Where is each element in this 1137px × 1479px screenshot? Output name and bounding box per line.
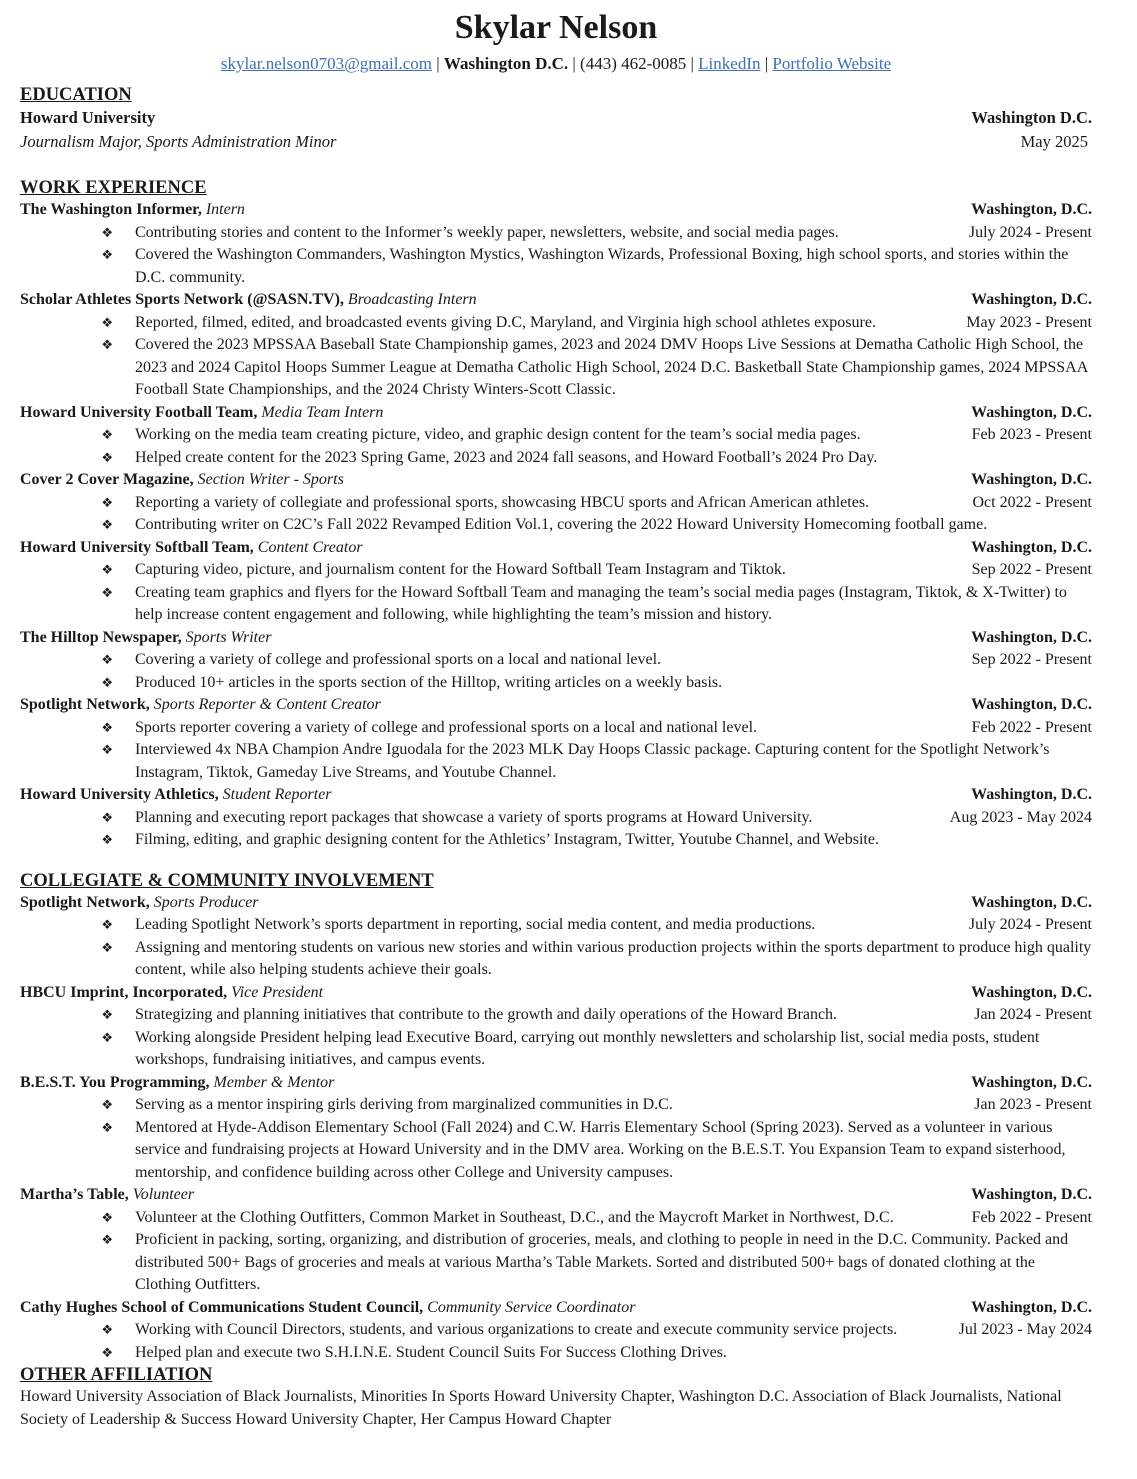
diamond-bullet-icon: ❖ — [101, 917, 113, 932]
bullet-text: Creating team graphics and flyers for the Howard Softball Team and managing the team’s social media pages (Instagram, Tiktok, & X-Twitter) to help increase content engagement and following, while highlighting the team’s mission and history. — [135, 583, 1067, 623]
experience-entry — [20, 627, 1092, 695]
bullet-item — [20, 1229, 1092, 1297]
organization-name: Spotlight Network, — [20, 696, 150, 713]
phone-number: (443) 462-0085 — [580, 54, 687, 73]
separator: | — [431, 54, 444, 73]
organization-name: The Washington Informer, — [20, 201, 202, 218]
email-link[interactable]: skylar.nelson0703@gmail.com — [220, 54, 432, 73]
entry-location: Washington, D.C. — [971, 538, 1092, 556]
entry-title — [20, 402, 383, 425]
role-title: Volunteer — [132, 1186, 195, 1203]
diamond-bullet-icon: ❖ — [101, 584, 113, 600]
entry-title — [20, 199, 245, 222]
bullet-item — [20, 312, 1092, 335]
role-title: Broadcasting Intern — [347, 291, 477, 308]
education-heading: EDUCATION — [20, 85, 132, 105]
entry-header — [20, 784, 1092, 807]
entry-title — [20, 1184, 194, 1207]
bullet-text: Contributing writer on C2C’s Fall 2022 Revamped Edition Vol.1, covering the 2022 Howard University Homecoming football game. — [135, 516, 988, 533]
bullet-text: Planning and executing report packages that showcase a variety of sports programs at Howard University. — [135, 808, 813, 826]
bullet-item — [20, 914, 1092, 937]
entry-location: Washington, D.C. — [971, 403, 1092, 421]
organization-name: Scholar Athletes Sports Network (@SASN.TV), — [20, 291, 344, 308]
bullet-item — [20, 672, 1092, 695]
date-range: May 2023 - Present — [966, 313, 1092, 331]
entry-location: Washington, D.C. — [971, 1073, 1092, 1091]
bullet-text: Mentored at Hyde-Addison Elementary School (Fall 2024) and C.W. Harris Elementary School (Spring 2023). Served as a volunteer in various service and fundraising projects at Howard University and in the DMV area. Working on the B.E.S.T. You Expansion Team to expand sisterhood, mentorship, and confidence building across other College and University campuses. — [135, 1118, 1066, 1181]
entry-header — [20, 537, 1092, 560]
role-title: Vice President — [231, 983, 324, 1001]
bullet-text: Reported, filmed, edited, and broadcasted events giving D.C, Maryland, and Virginia high school athletes exposure. — [135, 313, 876, 331]
diamond-bullet-icon: ❖ — [101, 832, 113, 847]
role-title: Sports Reporter & Content Creator — [153, 696, 381, 713]
bullet-text: Capturing video, picture, and journalism content for the Howard Softball Team Instagram and Tiktok. — [135, 561, 786, 578]
experience-entry — [20, 469, 1092, 537]
diamond-bullet-icon: ❖ — [101, 1029, 113, 1045]
bullet-item — [20, 334, 1092, 402]
organization-name: The Hilltop Newspaper, — [20, 628, 182, 646]
diamond-bullet-icon: ❖ — [101, 652, 113, 667]
date-range: July 2024 - Present — [968, 223, 1092, 241]
bullet-text: Strategizing and planning initiatives that contribute to the growth and daily operations of the Howard Branch. — [135, 1006, 838, 1023]
role-title: Member & Mentor — [213, 1073, 335, 1091]
date-range: Oct 2022 - Present — [972, 493, 1092, 511]
organization-name: Howard University Athletics, — [20, 786, 219, 803]
entry-location: Washington, D.C. — [971, 628, 1092, 646]
experience-entry — [20, 199, 1092, 289]
bullet-text: Filming, editing, and graphic designing content for the Athletics’ Instagram, Twitter, Youtube Channel, and Website. — [135, 831, 879, 848]
bullet-text: Covering a variety of college and professional sports on a local and national level. — [135, 651, 662, 668]
entry-header — [20, 469, 1092, 492]
bullet-item — [20, 1117, 1092, 1185]
role-title: Student Reporter — [222, 786, 332, 803]
diamond-bullet-icon: ❖ — [101, 224, 113, 240]
organization-name: Spotlight Network, — [20, 893, 150, 911]
bullet-text: Working with Council Directors, students, and various organizations to create and execute community service projects. — [135, 1321, 898, 1338]
bullet-text: Working alongside President helping lead Executive Board, carrying out monthly newsletters and scholarship list, social media posts, student workshops, fundraising initiatives, and campus events. — [135, 1028, 1040, 1068]
entry-header — [20, 289, 1092, 312]
entry-location: Washington, D.C. — [971, 893, 1092, 911]
education-degree-row — [20, 130, 1092, 154]
entry-location: Washington, D.C. — [971, 786, 1092, 803]
bullet-item — [20, 1094, 1092, 1117]
bullet-item — [20, 807, 1092, 830]
date-range: Aug 2023 - May 2024 — [949, 808, 1092, 826]
entry-title — [20, 694, 381, 717]
separator: | — [686, 54, 699, 73]
linkedin-link[interactable]: LinkedIn — [698, 54, 761, 73]
diamond-bullet-icon: ❖ — [101, 1007, 113, 1022]
experience-entry — [20, 537, 1092, 627]
separator: | — [568, 54, 581, 73]
date-range: Jan 2023 - Present — [974, 1096, 1092, 1113]
experience-entry — [20, 402, 1092, 470]
bullet-text: Interviewed 4x NBA Champion Andre Iguodala for the 2023 MLK Day Hoops Classic package. Capturing content for the Spotlight Network’s Instagram, Tiktok, Gameday Live Streams, and Youtube Channel. — [135, 741, 1050, 781]
education-school-row — [20, 106, 1092, 130]
entry-title — [20, 982, 323, 1005]
diamond-bullet-icon: ❖ — [101, 1209, 113, 1225]
date-range: Sep 2022 - Present — [971, 561, 1092, 578]
diamond-bullet-icon: ❖ — [101, 719, 113, 735]
work-experience-heading: WORK EXPERIENCE — [20, 178, 207, 198]
experience-entry — [20, 1184, 1092, 1297]
date-range: Jan 2024 - Present — [974, 1006, 1092, 1023]
organization-name: Howard University Football Team, — [20, 403, 258, 421]
involvement-list — [20, 892, 1092, 1365]
diamond-bullet-icon: ❖ — [101, 247, 113, 262]
bullet-text: Reporting a variety of collegiate and professional sports, showcasing HBCU sports and African American athletes. — [135, 493, 870, 511]
organization-name: Martha’s Table, — [20, 1186, 129, 1203]
contact-location: Washington D.C. — [443, 54, 569, 73]
entry-title — [20, 1072, 334, 1095]
role-title: Section Writer - Sports — [197, 471, 344, 488]
graduation-date: May 2025 — [1020, 132, 1088, 151]
bullet-item — [20, 1319, 1092, 1342]
entry-location: Washington, D.C. — [971, 1186, 1092, 1203]
diamond-bullet-icon: ❖ — [101, 449, 113, 465]
date-range: Feb 2022 - Present — [971, 1208, 1092, 1226]
entry-header — [20, 1297, 1092, 1320]
entry-location: Washington, D.C. — [971, 1298, 1092, 1316]
entry-title — [20, 627, 271, 650]
role-title: Content Creator — [257, 538, 363, 556]
entry-title — [20, 289, 477, 312]
entry-title — [20, 537, 363, 560]
diamond-bullet-icon: ❖ — [101, 809, 113, 825]
entry-location: Washington, D.C. — [971, 471, 1092, 488]
diamond-bullet-icon: ❖ — [101, 314, 113, 330]
experience-entry — [20, 784, 1092, 852]
bullet-item — [20, 244, 1092, 289]
contact-line — [20, 52, 1092, 76]
entry-location: Washington, D.C. — [971, 983, 1092, 1001]
bullet-text: Working on the media team creating picture, video, and graphic design content for the team’s social media pages. — [135, 426, 861, 443]
bullet-item — [20, 1207, 1092, 1230]
date-range: Feb 2022 - Present — [971, 718, 1092, 736]
bullet-item — [20, 424, 1092, 447]
diamond-bullet-icon: ❖ — [101, 517, 113, 532]
entry-header — [20, 694, 1092, 717]
entry-header — [20, 402, 1092, 425]
diamond-bullet-icon: ❖ — [101, 1322, 113, 1337]
bullet-item — [20, 559, 1092, 582]
experience-entry — [20, 1072, 1092, 1185]
date-range: July 2024 - Present — [968, 916, 1092, 933]
bullet-text: Helped plan and execute two S.H.I.N.E. Student Council Suits For Success Clothing Drives. — [135, 1343, 727, 1361]
bullet-item — [20, 447, 1092, 470]
bullet-text: Covered the Washington Commanders, Washington Mystics, Washington Wizards, Professional Boxing, high school sports, and stories within the D.C. community. — [135, 246, 1069, 286]
role-title: Sports Producer — [153, 893, 259, 911]
bullet-text: Helped create content for the 2023 Spring Game, 2023 and 2024 fall seasons, and Howard Football’s 2024 Pro Day. — [135, 448, 878, 466]
role-title: Sports Writer — [185, 628, 272, 646]
diamond-bullet-icon: ❖ — [101, 1097, 113, 1112]
diamond-bullet-icon: ❖ — [101, 337, 113, 352]
bullet-text: Proficient in packing, sorting, organizing, and distribution of groceries, meals, and clothing to people in need in the D.C. Community. Packed and distributed 500+ Bags of groceries and meals at various Martha’s Table Markets. Sorted and distributed 500+ bags of donated clothing at the Clothing Outfitters. — [135, 1231, 1069, 1293]
entry-header — [20, 627, 1092, 650]
bullet-item — [20, 1004, 1092, 1027]
entry-header — [20, 1184, 1092, 1207]
separator: | — [760, 54, 773, 73]
organization-name: Cathy Hughes School of Communications Student Council, — [20, 1298, 424, 1316]
entry-title — [20, 892, 259, 915]
degree: Journalism Major, Sports Administration Minor — [20, 132, 337, 151]
role-title: Media Team Intern — [261, 403, 384, 421]
bullet-text: Covered the 2023 MPSSAA Baseball State Championship games, 2023 and 2024 DMV Hoops Live Sessions at Dematha Catholic High School, the 2023 and 2024 Capitol Hoops Summer League at Dematha Catholic High School, 2024 D.C. Basketball State Championship games, 2024 MPSSAA Football State Championships, and the 2024 Christy Winters-Scott Classic. — [135, 336, 1088, 398]
experience-entry — [20, 1297, 1092, 1365]
experience-entry — [20, 694, 1092, 784]
bullet-text: Serving as a mentor inspiring girls deriving from marginalized communities in D.C. — [135, 1096, 673, 1113]
work-experience-list — [20, 199, 1092, 852]
bullet-item — [20, 649, 1092, 672]
bullet-item — [20, 222, 1092, 245]
diamond-bullet-icon: ❖ — [101, 674, 113, 690]
experience-entry — [20, 289, 1092, 402]
date-range: Sep 2022 - Present — [971, 651, 1092, 668]
bullet-text: Contributing stories and content to the Informer’s weekly paper, newsletters, website, and social media pages. — [135, 223, 839, 241]
entry-header — [20, 892, 1092, 915]
bullet-item — [20, 1342, 1092, 1365]
involvement-heading: COLLEGIATE & COMMUNITY INVOLVEMENT — [20, 870, 434, 891]
entry-header — [20, 1072, 1092, 1095]
bullet-item — [20, 829, 1092, 852]
bullet-text: Volunteer at the Clothing Outfitters, Common Market in Southeast, D.C., and the Maycroft Market in Northwest, D.C. — [135, 1208, 894, 1226]
candidate-name: Skylar Nelson — [454, 9, 658, 46]
experience-entry — [20, 892, 1092, 982]
organization-name: Cover 2 Cover Magazine, — [20, 471, 194, 488]
date-range: Jul 2023 - May 2024 — [958, 1321, 1092, 1338]
role-title: Intern — [205, 201, 245, 218]
bullet-item — [20, 514, 1092, 537]
bullet-text: Leading Spotlight Network’s sports department in reporting, social media content, and media productions. — [135, 916, 816, 933]
diamond-bullet-icon: ❖ — [101, 1344, 113, 1360]
affiliation-text: Howard University Association of Black Journalists, Minorities In Sports Howard University Chapter, Washington D.C. Association of Black Journalists, National Society of Leadership & Success Howard University Chapter, Her Campus Howard Chapter — [20, 1388, 1062, 1428]
bullet-item — [20, 937, 1092, 982]
diamond-bullet-icon: ❖ — [101, 427, 113, 442]
entry-header — [20, 982, 1092, 1005]
entry-header — [20, 199, 1092, 222]
bullet-item — [20, 492, 1092, 515]
diamond-bullet-icon: ❖ — [101, 742, 113, 757]
entry-title — [20, 469, 344, 492]
diamond-bullet-icon: ❖ — [101, 939, 113, 955]
entry-location: Washington, D.C. — [971, 291, 1092, 308]
bullet-text: Sports reporter covering a variety of college and professional sports on a local and national level. — [135, 718, 758, 736]
organization-name: B.E.S.T. You Programming, — [20, 1073, 210, 1091]
affiliation-heading: OTHER AFFILIATION — [20, 1365, 213, 1385]
diamond-bullet-icon: ❖ — [101, 1119, 113, 1135]
bullet-text: Produced 10+ articles in the sports section of the Hilltop, writing articles on a weekly basis. — [135, 673, 723, 691]
bullet-item — [20, 717, 1092, 740]
portfolio-link[interactable]: Portfolio Website — [772, 54, 892, 73]
entry-title — [20, 784, 332, 807]
entry-location: Washington, D.C. — [971, 201, 1092, 218]
bullet-item — [20, 739, 1092, 784]
bullet-item — [20, 582, 1092, 627]
entry-title — [20, 1297, 635, 1320]
school-name: Howard University — [20, 108, 156, 127]
organization-name: Howard University Softball Team, — [20, 538, 254, 556]
date-range: Feb 2023 - Present — [971, 426, 1092, 443]
school-location: Washington D.C. — [971, 108, 1092, 127]
bullet-text: Assigning and mentoring students on various new stories and within various production projects within the sports department to produce high quality content, while also helping students achieve their goals. — [135, 938, 1092, 978]
bullet-item — [20, 1027, 1092, 1072]
diamond-bullet-icon: ❖ — [101, 494, 113, 510]
entry-location: Washington, D.C. — [971, 696, 1092, 713]
diamond-bullet-icon: ❖ — [101, 562, 113, 577]
diamond-bullet-icon: ❖ — [101, 1232, 113, 1247]
organization-name: HBCU Imprint, Incorporated, — [20, 983, 228, 1001]
role-title: Community Service Coordinator — [427, 1298, 636, 1316]
experience-entry — [20, 982, 1092, 1072]
